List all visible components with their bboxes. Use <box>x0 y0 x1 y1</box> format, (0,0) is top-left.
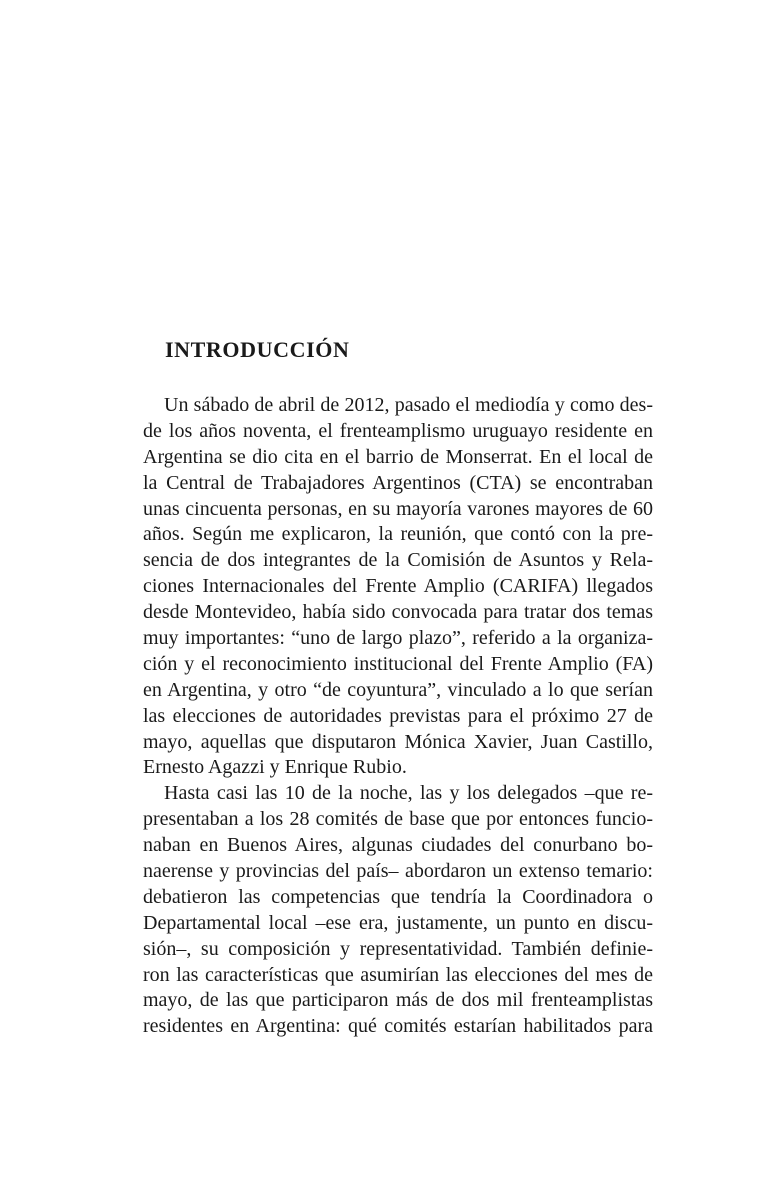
text-line: mayo, aquellas que disputaron Mónica Xavier, Juan Castillo, <box>143 730 653 753</box>
text-line: años. Según me explicaron, la reunión, que contó con la pre- <box>143 523 653 546</box>
text-line: Un sábado de abril de 2012, pasado el mediodía y como des- <box>164 394 653 416</box>
text-line: naerense y provincias del país– abordaron un extenso temario: <box>143 860 653 883</box>
text-line: de los años noventa, el frenteamplismo uruguayo residente en <box>143 419 653 442</box>
text-line: naban en Buenos Aires, algunas ciudades del conurbano bo- <box>143 834 653 857</box>
text-line: ciones Internacionales del Frente Amplio (CARIFA) llegados <box>143 575 653 598</box>
text-line: presentaban a los 28 comités de base que por entonces funcio- <box>143 808 653 831</box>
chapter-title: INTRODUCCIÓN <box>165 337 350 362</box>
text-line: muy importantes: “uno de largo plazo”, referido a la organiza- <box>143 627 653 650</box>
text-line: desde Montevideo, había sido convocada para tratar dos temas <box>143 601 653 624</box>
text-line: ción y el reconocimiento institucional del Frente Amplio (FA) <box>143 652 653 675</box>
text-line: mayo, de las que participaron más de dos mil frenteamplistas <box>143 989 653 1012</box>
body-text <box>143 393 653 1040</box>
paragraph <box>143 393 653 781</box>
text-line: las elecciones de autoridades previstas para el próximo 27 de <box>143 704 653 727</box>
text-line: ron las características que asumirían las elecciones del mes de <box>143 963 653 986</box>
text-line: Departamental local –ese era, justamente, un punto en discu- <box>143 911 653 934</box>
text-line: residentes en Argentina: qué comités estarían habilitados para <box>143 1015 653 1038</box>
text-line: Ernesto Agazzi y Enrique Rubio. <box>143 756 407 779</box>
paragraph <box>143 781 653 1040</box>
text-line: en Argentina, y otro “de coyuntura”, vinculado a lo que serían <box>143 678 653 701</box>
text-line: debatieron las competencias que tendría la Coordinadora o <box>143 885 653 908</box>
text-line: Argentina se dio cita en el barrio de Monserrat. En el local de <box>143 445 653 468</box>
text-line: unas cincuenta personas, en su mayoría varones mayores de 60 <box>143 497 653 520</box>
text-line: sencia de dos integrantes de la Comisión de Asuntos y Rela- <box>143 549 653 572</box>
text-line: la Central de Trabajadores Argentinos (CTA) se encontraban <box>143 471 653 494</box>
text-line: Hasta casi las 10 de la noche, las y los delegados –que re- <box>164 782 653 805</box>
text-line: sión–, su composición y representatividad. También definie- <box>143 937 653 960</box>
